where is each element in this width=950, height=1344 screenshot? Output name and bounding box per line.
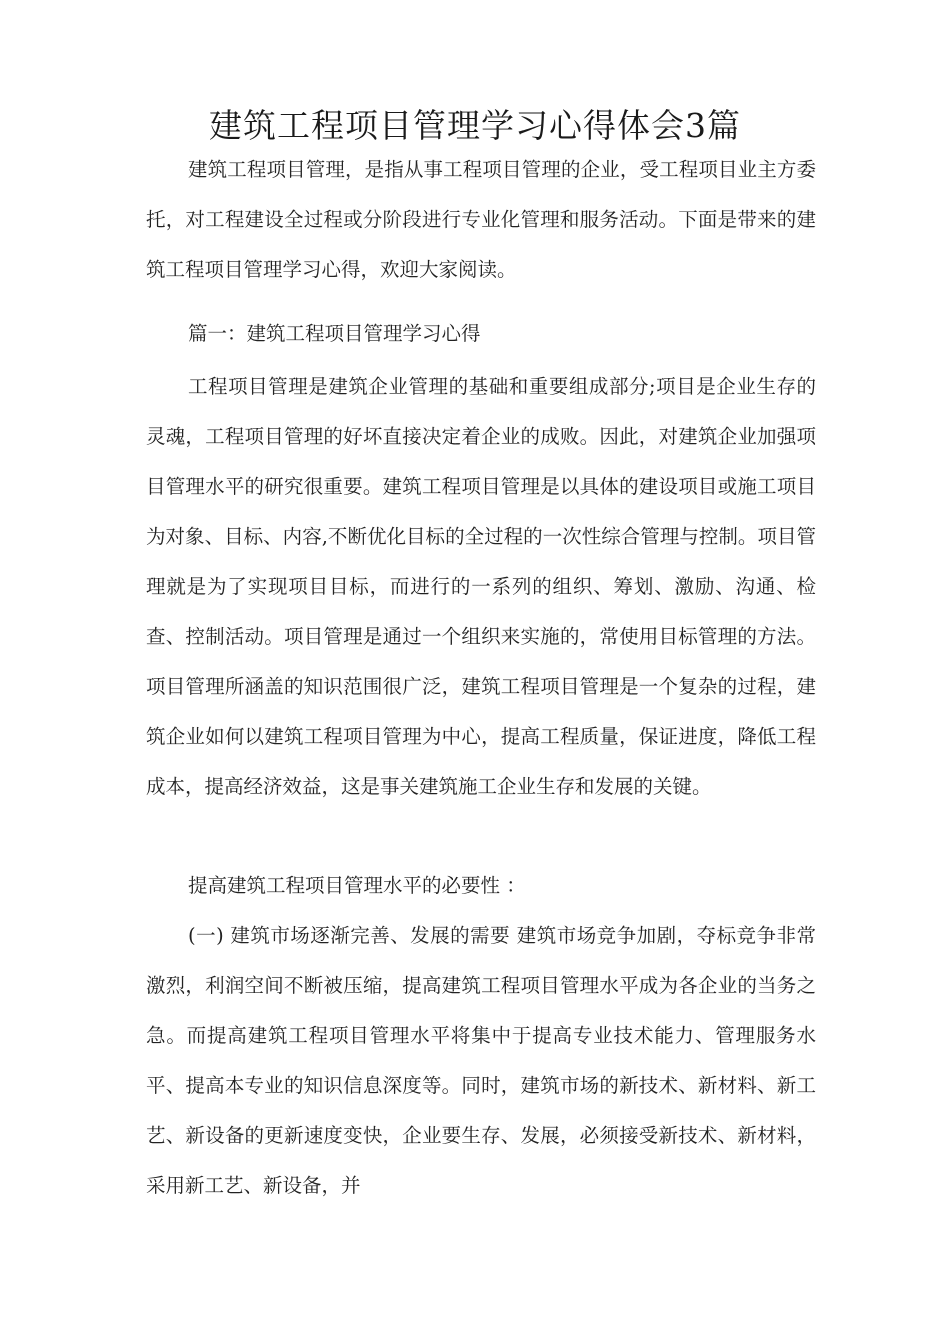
paragraph-intro: 建筑工程项目管理，是指从事工程项目管理的企业，受工程项目业主方委托，对工程建设全过程或分阶段进行专业化管理和服务活动。下面是带来的建筑工程项目管理学习心得，欢迎大家阅读。 bbox=[146, 158, 816, 281]
section-heading-part-one: 篇一：建筑工程项目管理学习心得 bbox=[188, 322, 481, 345]
document-title: 建筑工程项目管理学习心得体会3篇 bbox=[209, 106, 741, 145]
paragraph-market-needs: (一) 建筑市场逐渐完善、发展的需要 建筑市场竞争加剧，夺标竞争非常激烈，利润空间不断被压缩，提高建筑工程项目管理水平成为各企业的当务之急。而提高建筑工程项目管理水平将集中于提高专业技术能力、管理服务水平、提高本专业的知识信息深度等。同时，建筑市场的新技术、新材料、新工艺、新设备的更新速度变快，企业要生存、发展，必须接受新技术、新材料，采用新工艺、新设备，并 bbox=[146, 924, 816, 1197]
section-heading-necessity: 提高建筑工程项目管理水平的必要性 ： bbox=[188, 874, 526, 897]
paragraph-project-management: 工程项目管理是建筑企业管理的基础和重要组成部分;项目是企业生存的灵魂，工程项目管理的好坏直接决定着企业的成败。因此，对建筑企业加强项目管理水平的研究很重要。建筑工程项目管理是以具体的建设项目或施工项目为对象、目标、内容,不断优化目标的全过程的一次性综合管理与控制。项目管理就是为了实现项目目标，而进行的一系列的组织、筹划、激励、沟通、检查、控制活动。项目管理是通过一个组织来实施的，常使用目标管理的方法。项目管理所涵盖的知识范围很广泛，建筑工程项目管理是一个复杂的过程，建筑企业如何以建筑工程项目管理为中心，提高工程质量，保证进度，降低工程成本，提高经济效益，这是事关建筑施工企业生存和发展的关键。 bbox=[146, 375, 816, 798]
